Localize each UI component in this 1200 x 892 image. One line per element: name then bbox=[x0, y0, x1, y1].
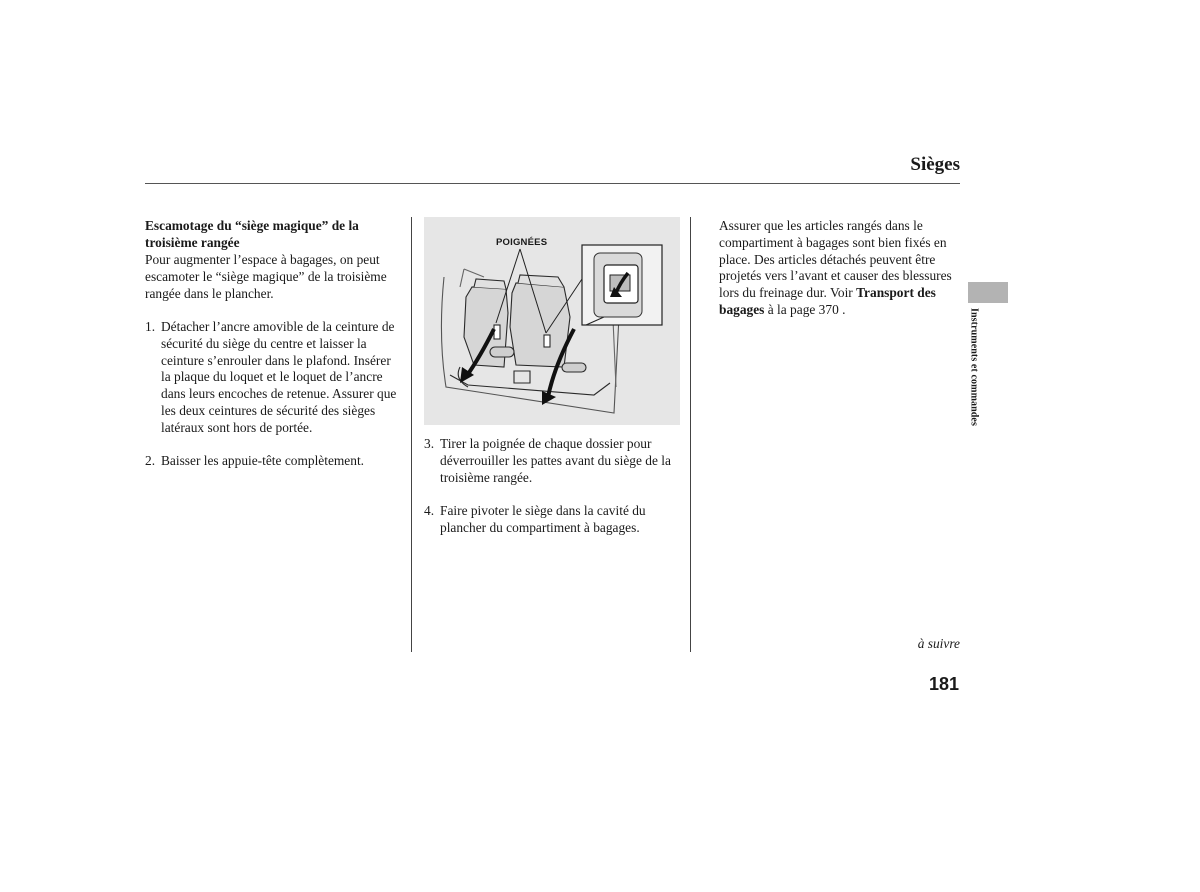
third-row-seat-illustration bbox=[424, 217, 680, 425]
step-3 bbox=[424, 436, 680, 486]
step-text: Tirer la poignée de chaque dossier pour déverrouiller les pattes avant du siège de la troisième rangée. bbox=[440, 436, 671, 485]
intro-paragraph: Pour augmenter l’espace à bagages, on peut escamoter le “siège magique” de la troisième rangée dans le plancher. bbox=[145, 252, 387, 301]
section-heading: Escamotage du “siège magique” de la troisième rangée bbox=[145, 218, 359, 250]
step-number: 3. bbox=[424, 436, 435, 451]
continued-note: à suivre bbox=[917, 636, 960, 651]
header-rule bbox=[145, 183, 960, 184]
cargo-warning-paragraph bbox=[719, 218, 964, 319]
step-number: 4. bbox=[424, 503, 435, 518]
side-section-label bbox=[966, 308, 982, 443]
step-number: 1. bbox=[145, 319, 156, 334]
column-divider-left bbox=[411, 217, 412, 652]
step-text: Détacher l’ancre amovible de la ceinture de sécurité du siège du centre et laisser la ceinture s’enrouler dans le plafond. Insérer la plaque du loquet et le loquet de l’ancre dans leurs encoches de retenue. Assurer que les deux ceintures de sécurité des sièges latéraux sont hors de portée. bbox=[161, 319, 397, 435]
page-number: 181 bbox=[928, 674, 959, 694]
seat-handles-figure bbox=[424, 217, 680, 425]
warning-page-reference: à la page 370 . bbox=[767, 301, 846, 317]
side-section-label-text: Instruments et commandes bbox=[968, 308, 980, 426]
step-number: 2. bbox=[145, 453, 156, 468]
warning-text: Assurer que les articles rangés dans le compartiment à bagages sont bien fixés en place. Des articles détachés peuvent être projetés vers l’avant et causer des blessures lors du freinage dur. Voir bbox=[719, 218, 952, 301]
step-4 bbox=[424, 503, 680, 537]
step-text: Faire pivoter le siège dans la cavité du plancher du compartiment à bagages. bbox=[440, 503, 646, 535]
step-1 bbox=[145, 319, 401, 437]
column-divider-right bbox=[690, 217, 691, 652]
cross-reference-link[interactable]: Transport des bagages bbox=[719, 285, 936, 317]
page-title: Sièges bbox=[910, 154, 960, 175]
section-tab-marker bbox=[968, 282, 1008, 303]
step-text: Baisser les appuie-tête complètement. bbox=[161, 453, 365, 468]
step-2 bbox=[145, 453, 401, 470]
figure-callout-label: POIGNÉES bbox=[496, 237, 548, 248]
